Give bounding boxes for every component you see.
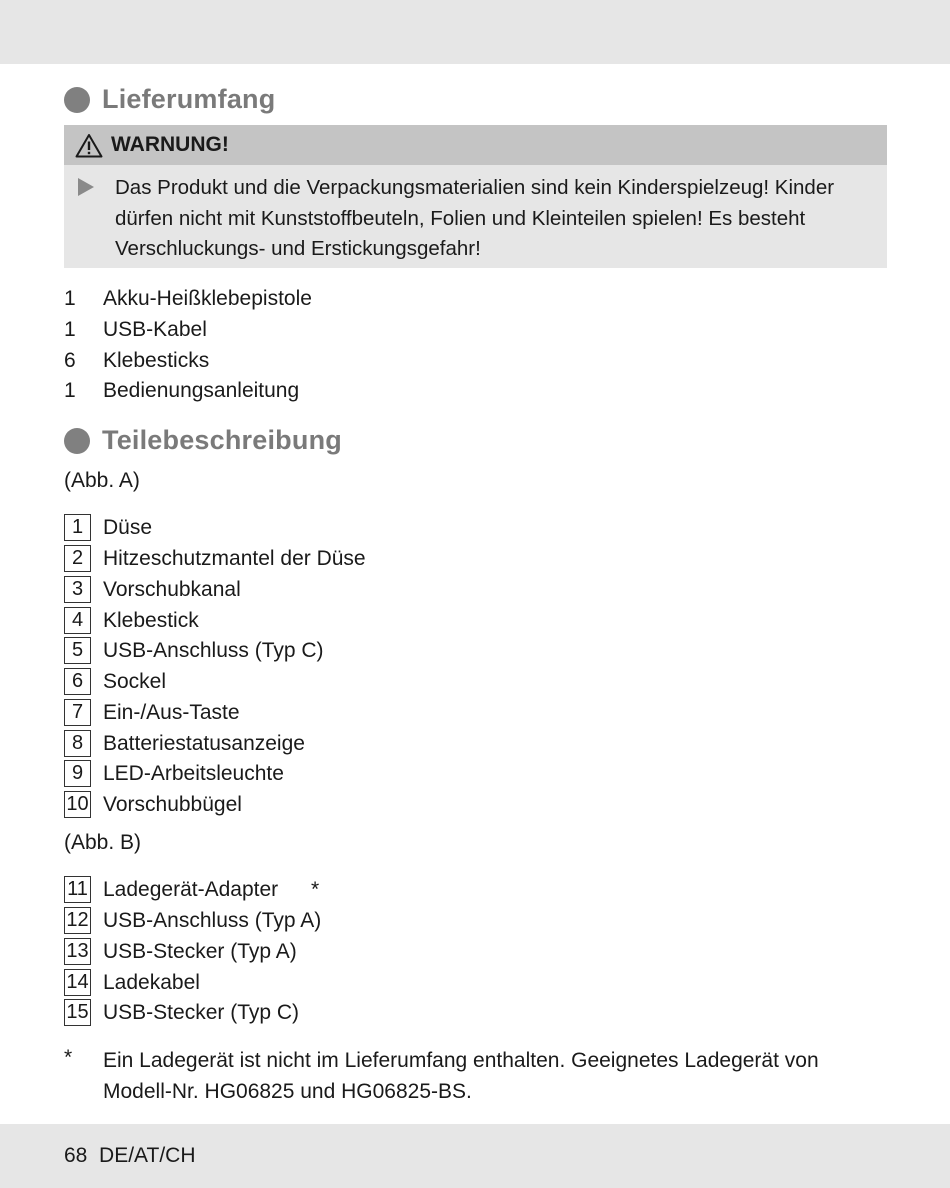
figure-a-label: (Abb. A) — [64, 469, 140, 492]
part-item — [64, 668, 166, 695]
part-name: Düse — [103, 515, 153, 539]
part-item — [64, 730, 305, 757]
warning-text: Das Produkt und die Verpackungsmaterialien sind kein Kinderspielzeug! Kinder dürfen nicht mit Kunststoffbeuteln, Folien und Kleinteilen spielen! Es besteht Verschluckungs- und Erstickungsgefahr! — [115, 176, 835, 260]
part-name: USB-Anschluss (Typ A) — [103, 908, 322, 932]
part-number: 12 — [64, 907, 91, 934]
part-number: 14 — [64, 969, 91, 996]
delivery-item — [64, 285, 312, 312]
part-number: 1 — [64, 514, 91, 541]
warning-box — [64, 125, 887, 268]
part-item — [64, 699, 240, 726]
part-name: Klebestick — [103, 608, 199, 632]
part-number: 7 — [64, 699, 91, 726]
part-name: USB-Stecker (Typ C) — [103, 1000, 300, 1024]
delivery-name: Akku-Heißklebepistole — [103, 286, 312, 310]
part-name: Batteriestatusanzeige — [103, 731, 305, 755]
delivery-name: Klebesticks — [103, 348, 210, 372]
part-number: 2 — [64, 545, 91, 572]
part-item — [64, 514, 152, 541]
delivery-item — [64, 347, 209, 374]
part-number: 5 — [64, 637, 91, 664]
part-footnote-mark: * — [311, 878, 320, 901]
part-name: Ladegerät-Adapter — [103, 877, 279, 901]
delivery-qty: 1 — [64, 317, 76, 341]
delivery-item — [64, 377, 299, 404]
part-number: 6 — [64, 668, 91, 695]
part-item — [64, 760, 284, 787]
section-title: Teilebeschreibung — [102, 425, 342, 455]
delivery-qty: 1 — [64, 378, 76, 402]
part-number: 4 — [64, 607, 91, 634]
section-heading-teilebeschreibung — [64, 425, 342, 456]
figure-b-label: (Abb. B) — [64, 831, 142, 854]
part-item — [64, 969, 200, 996]
part-item — [64, 938, 297, 965]
part-name: Vorschubkanal — [103, 577, 241, 601]
part-item — [64, 907, 321, 934]
delivery-name: USB-Kabel — [103, 317, 207, 341]
section-title: Lieferumfang — [102, 84, 276, 114]
section-bullet-icon — [64, 428, 90, 454]
part-item — [64, 791, 242, 818]
part-name: USB-Anschluss (Typ C) — [103, 638, 324, 662]
part-name: Ladekabel — [103, 970, 200, 994]
part-number: 15 — [64, 999, 91, 1026]
part-number: 9 — [64, 760, 91, 787]
delivery-item — [64, 316, 207, 343]
top-band — [0, 0, 950, 64]
region-label: DE/AT/CH — [99, 1144, 196, 1167]
part-number: 3 — [64, 576, 91, 603]
part-item — [64, 637, 324, 664]
arrow-right-icon — [77, 177, 95, 197]
delivery-name: Bedienungsanleitung — [103, 378, 300, 402]
warning-header — [64, 125, 887, 165]
footnote-text: Ein Ladegerät ist nicht im Lieferumfang enthalten. Geeignetes Ladegerät von Modell-Nr. HG06825 und HG06825-BS. — [103, 1049, 819, 1103]
part-name: Ein-/Aus-Taste — [103, 700, 240, 724]
section-bullet-icon — [64, 87, 90, 113]
page-number: 68 — [64, 1144, 88, 1167]
delivery-qty: 6 — [64, 348, 76, 372]
part-name: USB-Stecker (Typ A) — [103, 939, 297, 963]
part-item — [64, 999, 299, 1026]
part-name: LED-Arbeitsleuchte — [103, 761, 284, 785]
warning-title: WARNUNG! — [111, 133, 229, 156]
part-item — [64, 576, 241, 603]
part-number: 8 — [64, 730, 91, 757]
part-number: 10 — [64, 791, 91, 818]
delivery-qty: 1 — [64, 286, 76, 310]
section-heading-lieferumfang — [64, 84, 275, 115]
part-name: Sockel — [103, 669, 167, 693]
part-name: Vorschubbügel — [103, 792, 242, 816]
page-footer — [64, 1144, 195, 1168]
part-number: 13 — [64, 938, 91, 965]
part-item — [64, 607, 199, 634]
part-item — [64, 545, 366, 572]
warning-triangle-icon — [75, 133, 103, 158]
footnote-mark: * — [64, 1046, 73, 1069]
part-number: 11 — [64, 876, 91, 903]
part-name: Hitzeschutzmantel der Düse — [103, 546, 366, 570]
